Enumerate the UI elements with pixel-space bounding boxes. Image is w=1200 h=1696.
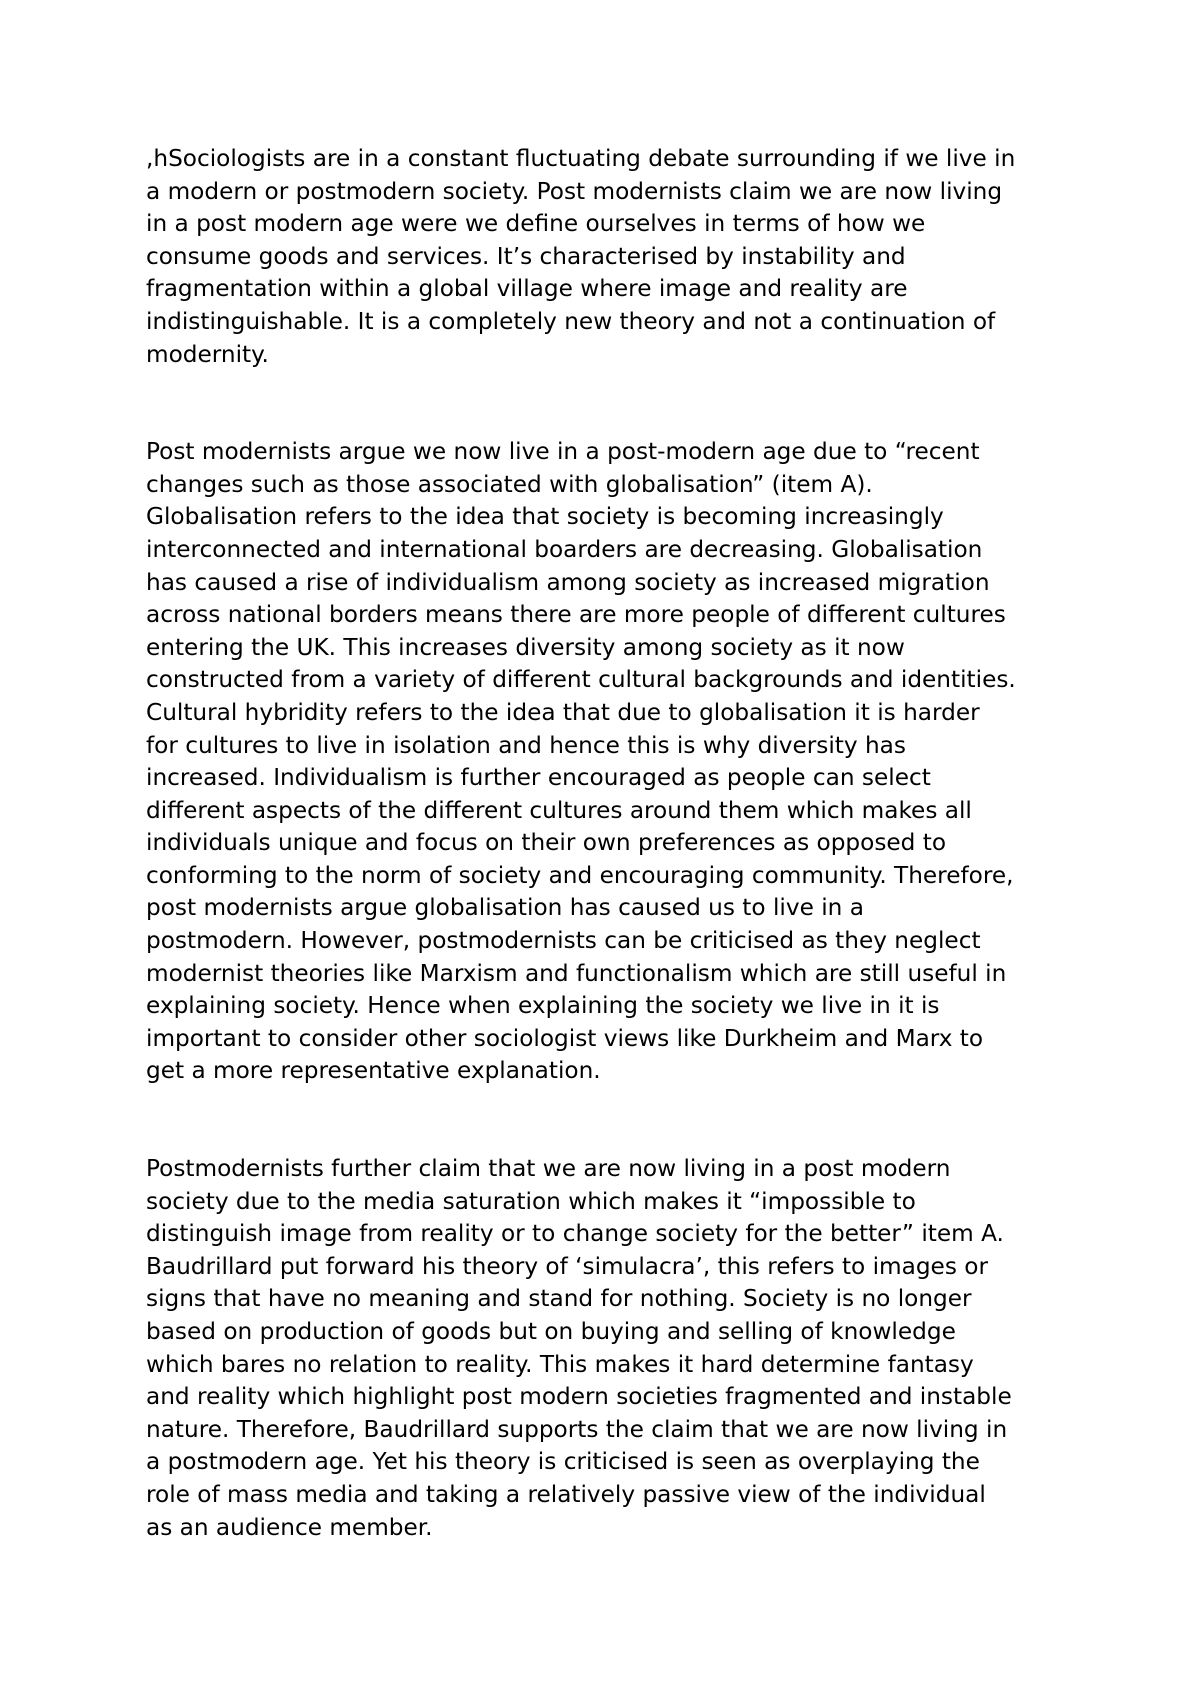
text-line: across national borders means there are more people of different cultures — [146, 601, 1006, 629]
paragraph-intro — [146, 143, 1076, 371]
text-line: for cultures to live in isolation and hence this is why diversity has — [146, 731, 906, 759]
text-line: different aspects of the different cultures around them which makes all — [146, 796, 972, 824]
text-line: get a more representative explanation. — [146, 1057, 601, 1085]
text-line: ,hSociologists are in a constant fluctuating debate surrounding if we live in — [146, 145, 1016, 172]
text-line: explaining society. Hence when explaining the society we live in it is — [146, 992, 940, 1020]
text-line: consume goods and services. It’s characterised by instability and — [146, 242, 906, 270]
text-line: a modern or postmodern society. Post modernists claim we are now living — [146, 177, 1003, 205]
text-line: modernity. — [146, 340, 269, 368]
text-line: entering the UK. This increases diversity among society as it now — [146, 633, 905, 661]
text-line: Postmodernists further claim that we are now living in a post modern — [146, 1155, 951, 1183]
text-line: fragmentation within a global village where image and reality are — [146, 275, 908, 303]
text-line: Baudrillard put forward his theory of ‘simulacra’, this refers to images or — [146, 1252, 988, 1280]
text-line: constructed from a variety of different cultural backgrounds and identities. — [146, 666, 1016, 694]
text-line: based on production of goods but on buying and selling of knowledge — [146, 1318, 956, 1345]
document-body — [146, 143, 1076, 1544]
text-line: individuals unique and focus on their own preferences as opposed to — [146, 829, 947, 857]
text-line: Cultural hybridity refers to the idea that due to globalisation it is harder — [146, 698, 980, 726]
paragraph-media-saturation — [146, 1153, 1076, 1544]
text-line: as an audience member. — [146, 1513, 433, 1541]
text-line: has caused a rise of individualism among society as increased migration — [146, 568, 990, 596]
text-line: indistinguishable. It is a completely new theory and not a continuation of — [146, 307, 996, 335]
text-line: society due to the media saturation which makes it “impossible to — [146, 1187, 916, 1215]
text-line: modernist theories like Marxism and functionalism which are still useful in — [146, 959, 1007, 987]
text-line: postmodern. However, postmodernists can be criticised as they neglect — [146, 927, 981, 955]
text-line: distinguish image from reality or to change society for the better” item A. — [146, 1220, 1004, 1248]
text-line: important to consider other sociologist views like Durkheim and Marx to — [146, 1024, 984, 1052]
text-line: conforming to the norm of society and encouraging community. Therefore, — [146, 861, 1014, 889]
text-line: Globalisation refers to the idea that society is becoming increasingly — [146, 503, 944, 531]
text-line: post modernists argue globalisation has caused us to live in a — [146, 894, 864, 922]
text-line: changes such as those associated with globalisation” (item A). — [146, 470, 873, 498]
text-line: a postmodern age. Yet his theory is criticised is seen as overplaying the — [146, 1448, 980, 1476]
text-line: in a post modern age were we define ourselves in terms of how we — [146, 210, 926, 238]
text-line: increased. Individualism is further encouraged as people can select — [146, 764, 931, 792]
text-line: role of mass media and taking a relatively passive view of the individual — [146, 1480, 986, 1508]
text-line: and reality which highlight post modern societies fragmented and instable — [146, 1383, 1012, 1411]
paragraph-globalisation — [146, 436, 1076, 1088]
text-line: Post modernists argue we now live in a post-modern age due to “recent — [146, 438, 980, 466]
text-line: interconnected and international boarders are decreasing. Globalisation — [146, 535, 983, 563]
text-line: which bares no relation to reality. This makes it hard determine fantasy — [146, 1350, 974, 1378]
text-line: nature. Therefore, Baudrillard supports the claim that we are now living in — [146, 1415, 1008, 1443]
text-line: signs that have no meaning and stand for nothing. Society is no longer — [146, 1285, 972, 1313]
